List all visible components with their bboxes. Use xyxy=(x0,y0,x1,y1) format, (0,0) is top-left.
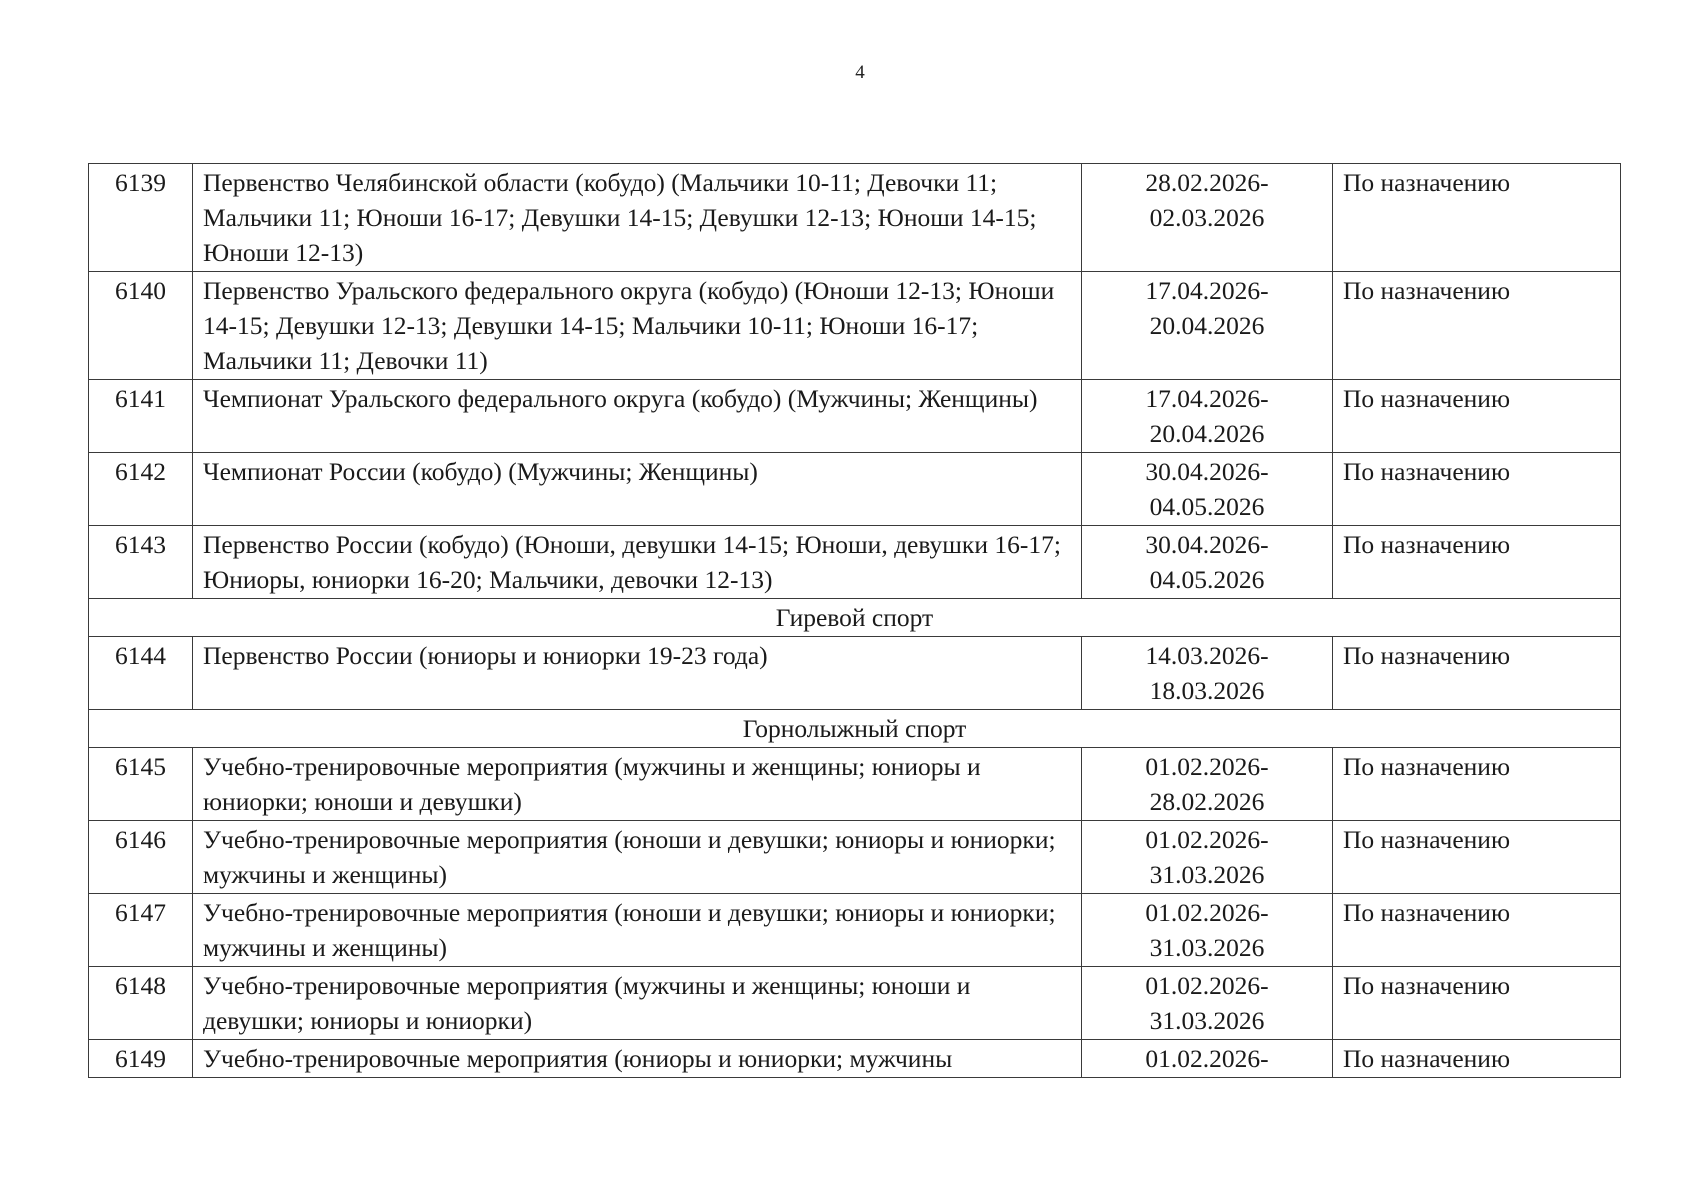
event-number: 6147 xyxy=(89,894,193,967)
event-name: Первенство Уральского федерального округа (кобудо) (Юноши 12-13; Юноши 14-15; Девушки 12-13; Девушки 14-15; Мальчики 10-11; Юноши 16-17; Мальчики 11; Девочки 11) xyxy=(193,272,1082,380)
event-name: Учебно-тренировочные мероприятия (мужчины и женщины; юноши и девушки; юниоры и юниорки) xyxy=(193,967,1082,1040)
table-row xyxy=(89,272,1621,380)
event-dates xyxy=(1082,380,1333,453)
date-end: 18.03.2026 xyxy=(1149,676,1265,705)
table-row xyxy=(89,1040,1621,1078)
event-dates xyxy=(1082,1040,1333,1078)
table-row xyxy=(89,164,1621,272)
event-place: По назначению xyxy=(1333,453,1621,526)
table-row xyxy=(89,637,1621,710)
date-start: 30.04.2026- xyxy=(1145,530,1269,559)
event-number: 6141 xyxy=(89,380,193,453)
event-number: 6142 xyxy=(89,453,193,526)
event-dates xyxy=(1082,272,1333,380)
event-number: 6140 xyxy=(89,272,193,380)
table-row xyxy=(89,967,1621,1040)
event-name: Чемпионат Уральского федерального округа (кобудо) (Мужчины; Женщины) xyxy=(193,380,1082,453)
event-dates xyxy=(1082,967,1333,1040)
date-end: 31.03.2026 xyxy=(1149,860,1265,889)
date-end: 31.03.2026 xyxy=(1149,1006,1265,1035)
event-dates xyxy=(1082,821,1333,894)
table-row xyxy=(89,453,1621,526)
date-end: 31.03.2026 xyxy=(1149,933,1265,962)
event-dates xyxy=(1082,526,1333,599)
event-number: 6144 xyxy=(89,637,193,710)
date-end: 04.05.2026 xyxy=(1149,565,1265,594)
date-start: 28.02.2026- xyxy=(1145,168,1269,197)
date-start: 01.02.2026- xyxy=(1145,825,1269,854)
event-place: По назначению xyxy=(1333,526,1621,599)
event-place: По назначению xyxy=(1333,748,1621,821)
event-name: Первенство России (юниоры и юниорки 19-23 года) xyxy=(193,637,1082,710)
event-dates xyxy=(1082,637,1333,710)
event-name: Первенство России (кобудо) (Юноши, девушки 14-15; Юноши, девушки 16-17; Юниоры, юниорки 16-20; Мальчики, девочки 12-13) xyxy=(193,526,1082,599)
event-place: По назначению xyxy=(1333,272,1621,380)
event-name: Учебно-тренировочные мероприятия (юноши и девушки; юниоры и юниорки; мужчины и женщины) xyxy=(193,821,1082,894)
date-start: 30.04.2026- xyxy=(1145,457,1269,486)
event-dates xyxy=(1082,453,1333,526)
table-row xyxy=(89,526,1621,599)
events-table xyxy=(88,163,1621,1078)
date-start: 17.04.2026- xyxy=(1145,276,1269,305)
event-name: Учебно-тренировочные мероприятия (юноши и девушки; юниоры и юниорки; мужчины и женщины) xyxy=(193,894,1082,967)
event-name: Учебно-тренировочные мероприятия (юниоры и юниорки; мужчины xyxy=(193,1040,1082,1078)
event-dates xyxy=(1082,164,1333,272)
section-title: Горнолыжный спорт xyxy=(89,710,1621,748)
event-name: Первенство Челябинской области (кобудо) (Мальчики 10-11; Девочки 11; Мальчики 11; Юноши 16-17; Девушки 14-15; Девушки 12-13; Юноши 14-15; Юноши 12-13) xyxy=(193,164,1082,272)
event-number: 6146 xyxy=(89,821,193,894)
event-number: 6148 xyxy=(89,967,193,1040)
event-number: 6145 xyxy=(89,748,193,821)
table-row xyxy=(89,748,1621,821)
event-name: Учебно-тренировочные мероприятия (мужчины и женщины; юниоры и юниорки; юноши и девушки) xyxy=(193,748,1082,821)
event-place: По назначению xyxy=(1333,894,1621,967)
section-header-row xyxy=(89,599,1621,637)
event-place: По назначению xyxy=(1333,821,1621,894)
event-place: По назначению xyxy=(1333,637,1621,710)
table-row xyxy=(89,380,1621,453)
event-place: По назначению xyxy=(1333,967,1621,1040)
date-end: 20.04.2026 xyxy=(1149,311,1265,340)
event-name: Чемпионат России (кобудо) (Мужчины; Женщины) xyxy=(193,453,1082,526)
event-place: По назначению xyxy=(1333,1040,1621,1078)
section-header-row xyxy=(89,710,1621,748)
date-end: 28.02.2026 xyxy=(1149,787,1265,816)
date-end: 04.05.2026 xyxy=(1149,492,1265,521)
table-row xyxy=(89,894,1621,967)
event-number: 6149 xyxy=(89,1040,193,1078)
date-start: 14.03.2026- xyxy=(1145,641,1269,670)
date-start: 01.02.2026- xyxy=(1145,898,1269,927)
event-place: По назначению xyxy=(1333,164,1621,272)
event-dates xyxy=(1082,748,1333,821)
date-start: 01.02.2026- xyxy=(1145,1044,1269,1073)
table-row xyxy=(89,821,1621,894)
date-start: 01.02.2026- xyxy=(1145,752,1269,781)
date-start: 17.04.2026- xyxy=(1145,384,1269,413)
date-end: 02.03.2026 xyxy=(1149,203,1265,232)
date-end: 20.04.2026 xyxy=(1149,419,1265,448)
event-place: По назначению xyxy=(1333,380,1621,453)
section-title: Гиревой спорт xyxy=(89,599,1621,637)
event-number: 6143 xyxy=(89,526,193,599)
event-dates xyxy=(1082,894,1333,967)
page-number: 4 xyxy=(855,62,865,83)
event-number: 6139 xyxy=(89,164,193,272)
date-start: 01.02.2026- xyxy=(1145,971,1269,1000)
